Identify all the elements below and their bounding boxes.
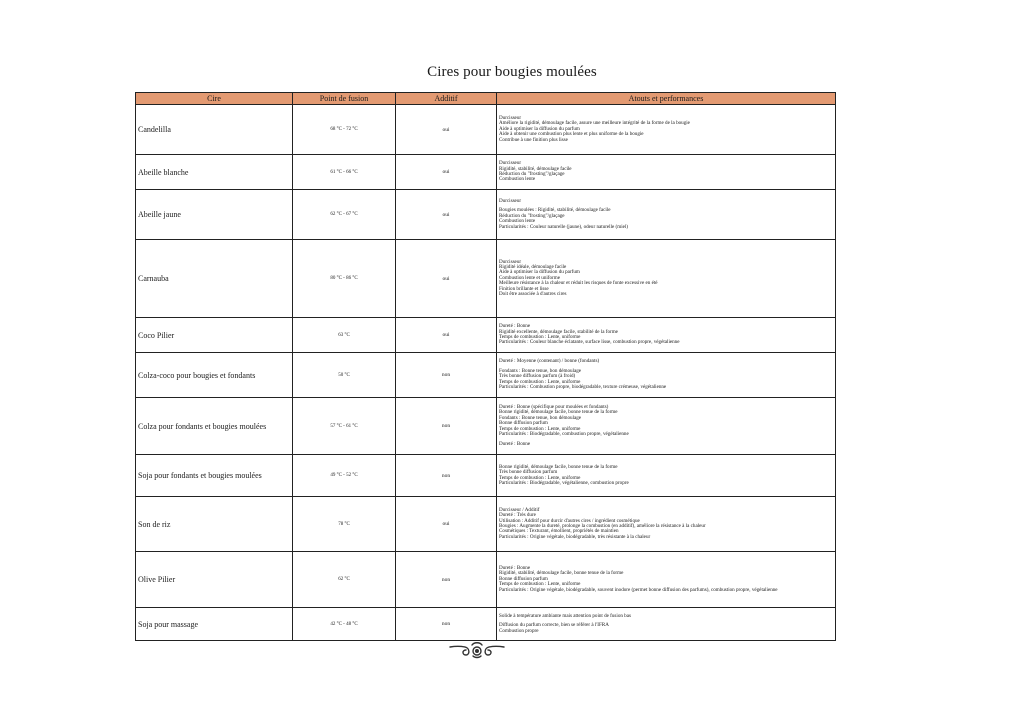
note-block: Dureté : Bonne: [499, 440, 531, 447]
wax-name: Abeille blanche: [136, 155, 293, 190]
melting-point: 80 °C - 86 °C: [293, 240, 396, 318]
table-row: [136, 105, 836, 155]
note-block: Solide à température ambiante mais attention point de fusion bas: [499, 612, 631, 619]
note-block: Bonne rigidité, démoulage facile, bonne tenue de la forme Très bonne diffusion parfum Temps de combustion : Lente, uniforme Particularités : Biodégradable, végétalienne, combustion propre: [499, 463, 629, 486]
additive-flag: oui: [396, 240, 497, 318]
header-melting-point: Point de fusion: [293, 93, 396, 105]
header-additive: Additif: [396, 93, 497, 105]
header-row: [136, 93, 836, 105]
note-block: Diffusion du parfum correcte, bien se référer à l'IFRA Combustion propre: [499, 622, 609, 634]
header-performance: Atouts et performances: [497, 93, 836, 105]
additive-flag: non: [396, 608, 497, 641]
melting-point: 49 °C - 52 °C: [293, 455, 396, 497]
additive-flag: oui: [396, 105, 497, 155]
additive-flag: oui: [396, 318, 497, 353]
wax-name: Colza-coco pour bougies et fondants: [136, 353, 293, 398]
note-block: Dureté : Moyenne (contenant) / bonne (fondants): [499, 358, 600, 365]
performance-notes: [497, 497, 836, 552]
table-body: [136, 105, 836, 641]
wax-name: Colza pour fondants et bougies moulées: [136, 398, 293, 455]
header-wax: Cire: [136, 93, 293, 105]
table-row: [136, 190, 836, 240]
performance-notes: [497, 105, 836, 155]
melting-point: 63 °C: [293, 318, 396, 353]
note-block: Durcisseur Améliore la rigidité, démoulage facile, assure une meilleure intégrité de la forme de la bougie Aide à optimiser la diffusion du parfum Aide à obtenir une combustion plus lente et plus uniforme de la bougie Contribue à une finition plus lisse: [499, 114, 690, 143]
melting-point: 68 °C - 72 °C: [293, 105, 396, 155]
performance-notes: [497, 190, 836, 240]
performance-notes: [497, 455, 836, 497]
note-block: Durcisseur / Additif Dureté : Très dure Utilisation : Additif pour durcir d'autres cires / ingrédient cosmétique Bougies : Augmente la dureté, prolonge la combustion (en additif), améliore la résistance à la chaleur Cosmétiques : Texturant, émollient, propriétés de maintien Particularités : Origine végétale, biodégradable, très résistante à la chaleur: [499, 506, 706, 540]
note-block: Durcisseur Rigidité, stabilité, démoulage facile Réduction du "frosting"/glaçage Combustion lente: [499, 160, 572, 183]
table-row: [136, 455, 836, 497]
additive-flag: non: [396, 552, 497, 608]
note-block: Bougies moulées : Rigidité, stabilité, démoulage facile Réduction du "frosting"/glaçage Combustion lente Particularités : Couleur naturelle (jaune), odeur naturelle (miel): [499, 207, 628, 230]
note-block: Fondants : Bonne tenue, bon démoulage Très bonne diffusion parfum (à froid) Temps de combustion : Lente, uniforme Particularités : Combustion propre, biodégradable, texture crémeuse, végétalienne: [499, 367, 667, 391]
table-row: [136, 353, 836, 398]
table-row: [136, 240, 836, 318]
performance-notes: [497, 155, 836, 190]
melting-point: 62 °C - 67 °C: [293, 190, 396, 240]
table-row: [136, 497, 836, 552]
performance-notes: [497, 608, 836, 641]
performance-notes: [497, 240, 836, 318]
additive-flag: oui: [396, 190, 497, 240]
melting-point: 42 °C - 48 °C: [293, 608, 396, 641]
wax-name: Candelilla: [136, 105, 293, 155]
performance-notes: [497, 353, 836, 398]
performance-notes: [497, 552, 836, 608]
wax-name: Son de riz: [136, 497, 293, 552]
additive-flag: non: [396, 398, 497, 455]
additive-flag: non: [396, 455, 497, 497]
table-row: [136, 398, 836, 455]
additive-flag: oui: [396, 497, 497, 552]
note-block: Dureté : Bonne Rigidité excellente, démoulage facile, stabilité de la forme Temps de combustion : Lente, uniforme Particularités : Couleur blanche éclatante, surface lisse, combustion propre, végétalienne: [499, 323, 680, 346]
melting-point: 57 °C - 61 °C: [293, 398, 396, 455]
table-row: [136, 608, 836, 641]
note-block: Dureté : Bonne (spécifique pour moulées et fondants) Bonne rigidité, démoulage facile, bonne tenue de la forme Fondants : Bonne tenue, bon démoulage Bonne diffusion parfum Temps de combustion : Lente, uniforme Particularités : Biodégradable, combustion propre, végétalienne: [499, 404, 629, 438]
melting-point: 78 °C: [293, 497, 396, 552]
performance-notes: [497, 398, 836, 455]
wax-name: Coco Pilier: [136, 318, 293, 353]
wax-name: Abeille jaune: [136, 190, 293, 240]
performance-notes: [497, 318, 836, 353]
table-row: [136, 552, 836, 608]
note-block: Durcisseur: [499, 197, 522, 204]
additive-flag: non: [396, 353, 497, 398]
wax-table: [135, 92, 836, 641]
table-row: [136, 318, 836, 353]
melting-point: 62 °C: [293, 552, 396, 608]
melting-point: 50 °C: [293, 353, 396, 398]
table-row: [136, 155, 836, 190]
page-title: Cires pour bougies moulées: [427, 64, 597, 80]
melting-point: 61 °C - 66 °C: [293, 155, 396, 190]
note-block: Durcisseur Rigidité idéale, démoulage facile Aide à optimiser la diffusion du parfum Combustion lente et uniforme Meilleure résistance à la chaleur et réduit les risques de fonte excessive en été Finition brillante et lisse Doit être associée à d'autres cires: [499, 258, 658, 298]
wax-name: Soja pour massage: [136, 608, 293, 641]
wax-name: Soja pour fondants et bougies moulées: [136, 455, 293, 497]
additive-flag: oui: [396, 155, 497, 190]
note-block: Dureté : Bonne Rigidité, stabilité, démoulage facile, bonne tenue de la forme Bonne diffusion parfum Temps de combustion : Lente, uniforme Particularités : Origine végétale, biodégradable, souvent inodore (permet bonne diffusion des parfums), combustion propre, végétalienne: [499, 564, 778, 593]
wax-name: Olive Pilier: [136, 552, 293, 608]
wax-name: Carnauba: [136, 240, 293, 318]
decorative-flourish-icon: [448, 638, 506, 660]
